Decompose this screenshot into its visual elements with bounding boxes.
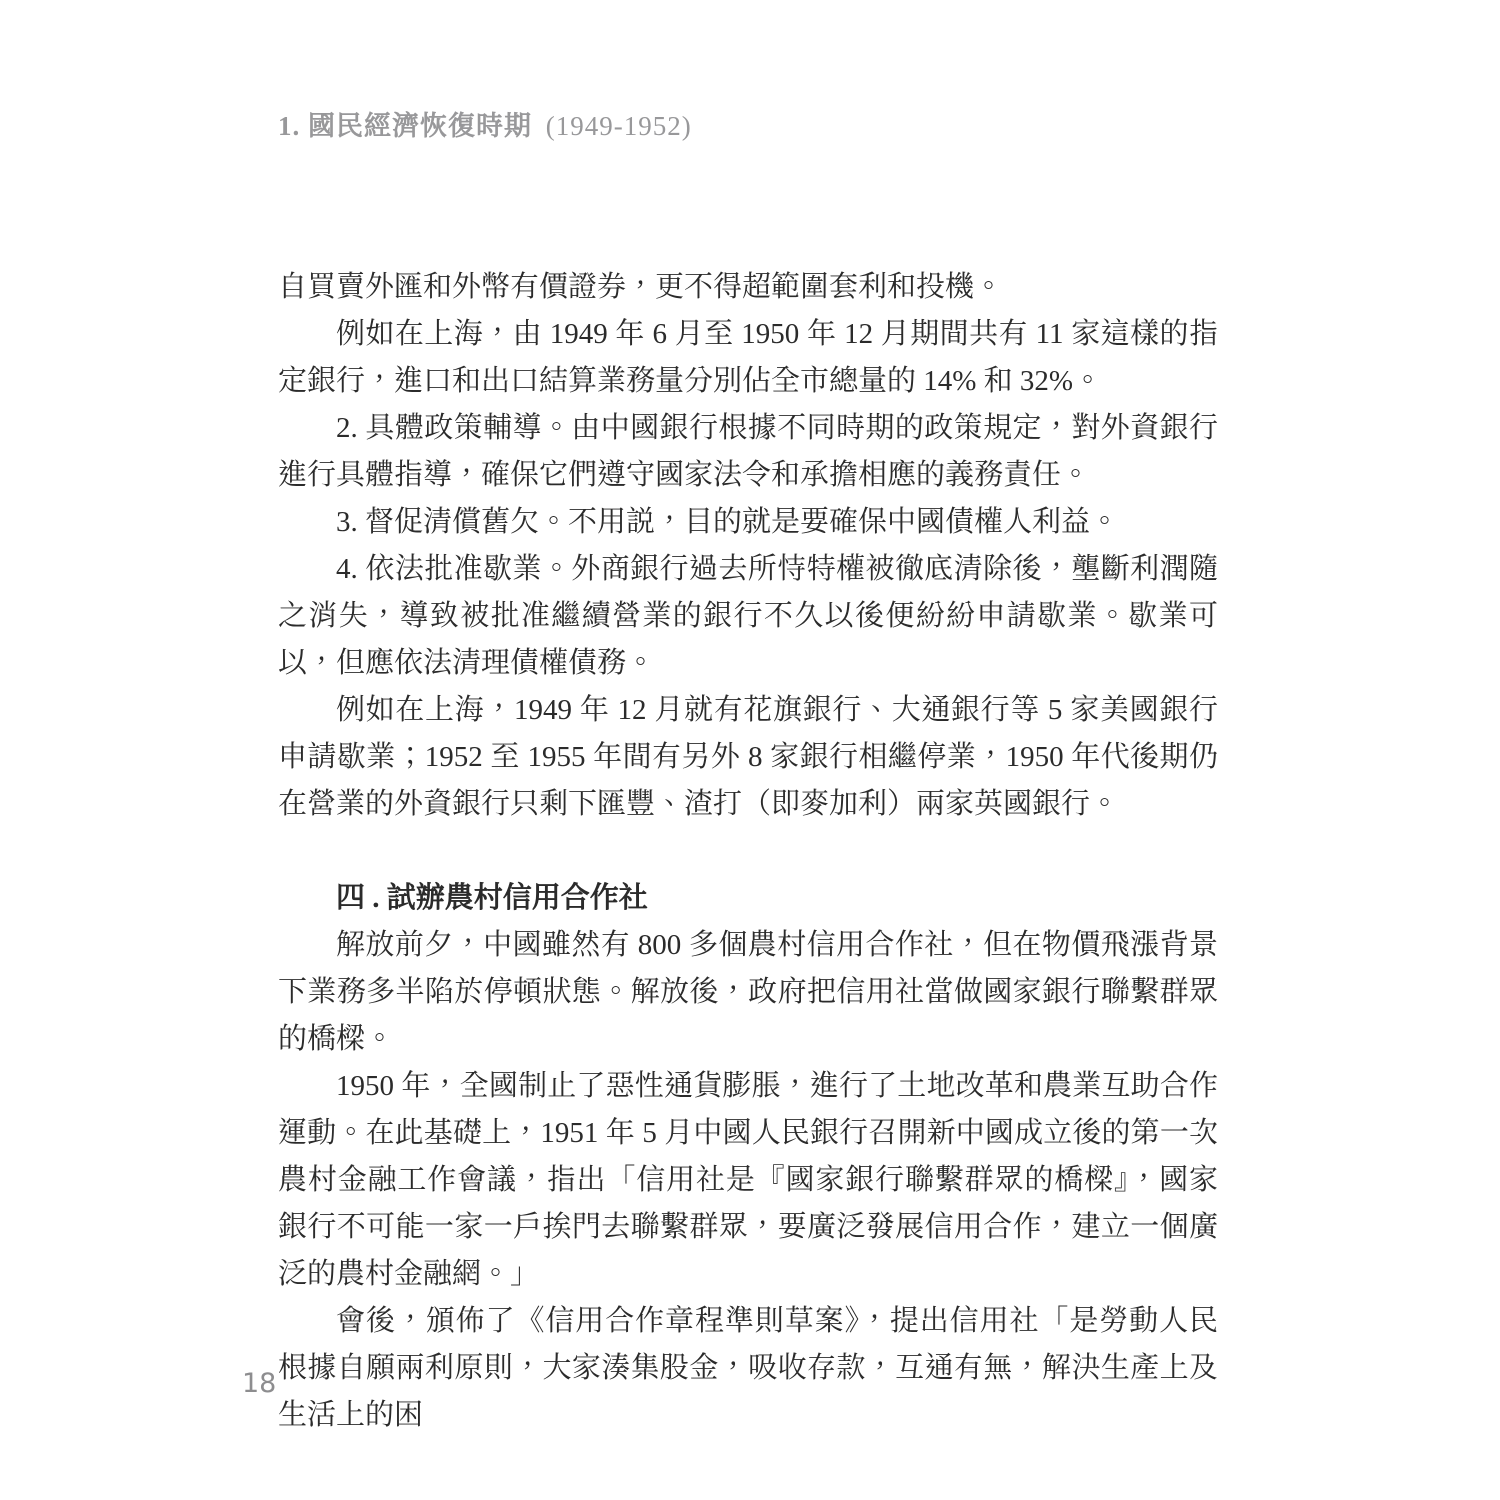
running-header bbox=[278, 108, 692, 144]
paragraph: 會後，頒佈了《信用合作章程準則草案》，提出信用社「是勞動人民根據自願兩利原則，大家湊集股金，吸收存款，互通有無，解決生產上及生活上的困 bbox=[278, 1305, 1218, 1431]
paragraph: 4. 依法批准歇業。外商銀行過去所恃特權被徹底清除後，壟斷利潤隨之消失，導致被批准繼續營業的銀行不久以後便紛紛申請歇業。歇業可以，但應依法清理債權債務。 bbox=[278, 553, 1218, 679]
page-body bbox=[278, 264, 1218, 1439]
paragraph: 例如在上海，1949 年 12 月就有花旗銀行、大通銀行等 5 家美國銀行申請歇業；1952 至 1955 年間有另外 8 家銀行相繼停業，1950 年代後期仍在營業的外資銀行只剩下匯豐、渣打（即麥加利）兩家英國銀行。 bbox=[278, 694, 1218, 820]
paragraph: 1950 年，全國制止了惡性通貨膨脹，進行了土地改革和農業互助合作運動。在此基礎上，1951 年 5 月中國人民銀行召開新中國成立後的第一次農村金融工作會議，指出「信用社是『國家銀行聯繫群眾的橋樑』，國家銀行不可能一家一戶挨門去聯繫群眾，要廣泛發展信用合作，建立一個廣泛的農村金融網。」 bbox=[278, 1070, 1218, 1290]
section-heading: 四 . 試辦農村信用合作社 bbox=[336, 882, 648, 914]
paragraph: 自買賣外匯和外幣有價證券，更不得超範圍套利和投機。 bbox=[278, 271, 1004, 303]
page-number: 18 bbox=[242, 1368, 277, 1399]
chapter-title: 1. 國民經濟恢復時期 bbox=[278, 111, 532, 141]
paragraph: 例如在上海，由 1949 年 6 月至 1950 年 12 月期間共有 11 家這樣的指定銀行，進口和出口結算業務量分別佔全市總量的 14% 和 32%。 bbox=[278, 318, 1218, 397]
paragraph: 3. 督促清償舊欠。不用説，目的就是要確保中國債權人利益。 bbox=[336, 506, 1120, 538]
paragraph: 2. 具體政策輔導。由中國銀行根據不同時期的政策規定，對外資銀行進行具體指導，確保它們遵守國家法令和承擔相應的義務責任。 bbox=[278, 412, 1218, 491]
chapter-years: (1949-1952) bbox=[545, 111, 692, 141]
paragraph: 解放前夕，中國雖然有 800 多個農村信用合作社，但在物價飛漲背景下業務多半陷於停頓狀態。解放後，政府把信用社當做國家銀行聯繫群眾的橋樑。 bbox=[278, 929, 1218, 1055]
